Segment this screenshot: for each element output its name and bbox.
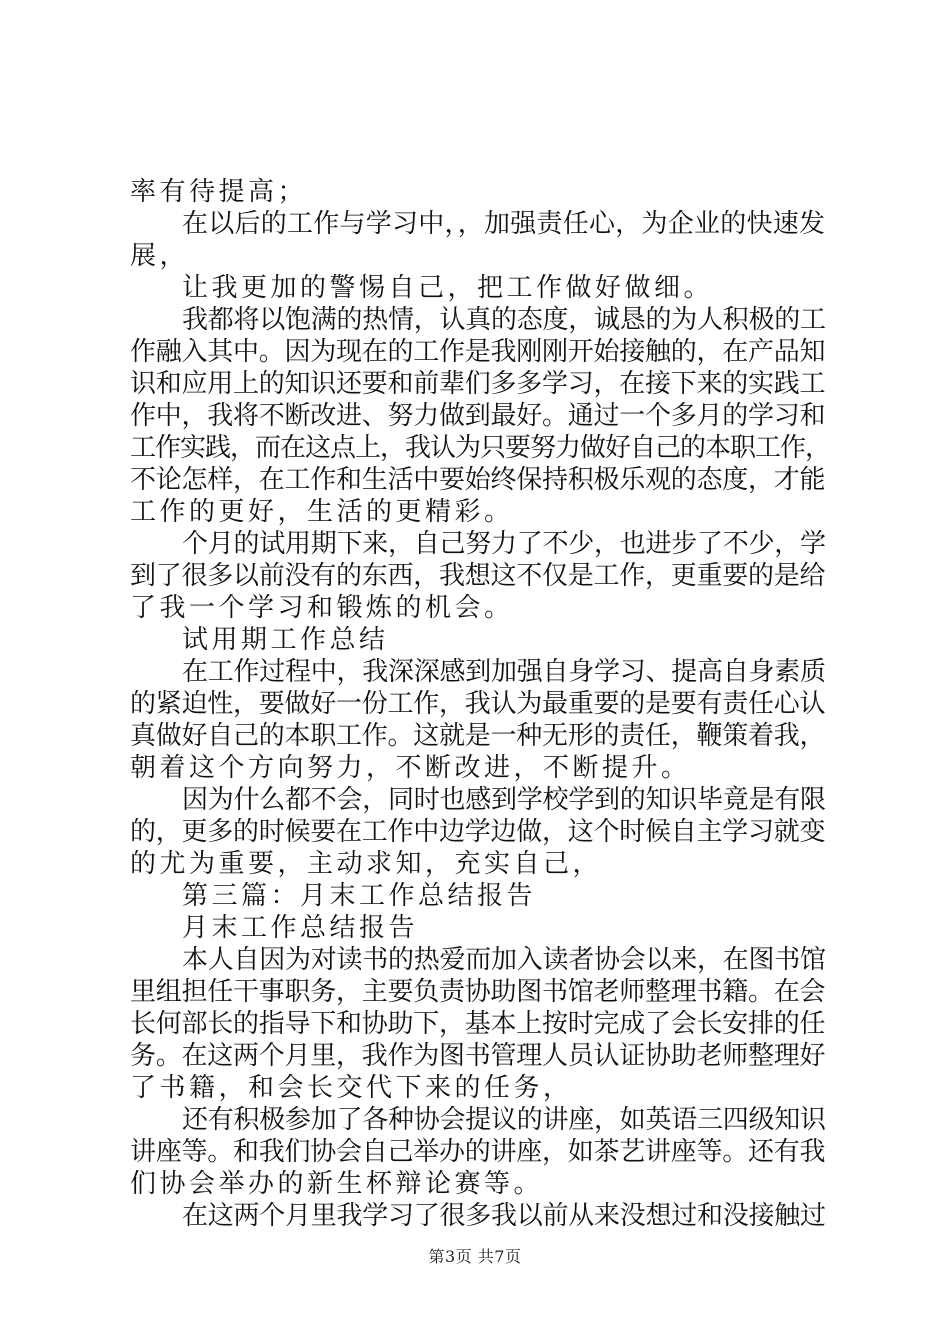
text-line: 们协会举办的新生杯辩论赛等。: [130, 1169, 544, 1199]
text-line: 在以后的工作与学习中，，加强责任心，为企业的快速发: [182, 209, 826, 239]
text-line: 因为什么都不会，同时也感到学校学到的知识毕竟是有限: [182, 785, 826, 815]
text-line: 务。在这两个月里，我作为图书管理人员认证协助老师整理好: [130, 1041, 826, 1071]
text-line: 真做好自己的本职工作。这就是一种无形的责任，鞭策着我，: [130, 721, 826, 751]
text-line: 的，更多的时候要在工作中边学边做，这个时候自主学习就变: [130, 817, 826, 847]
text-line: 我都将以饱满的热情，认真的态度，诚恳的为人积极的工: [182, 305, 826, 335]
text-line: 工作的更好，生活的更精彩。: [130, 497, 514, 527]
text-line: 月末工作总结报告: [182, 913, 419, 943]
text-line: 了书籍，和会长交代下来的任务，: [130, 1073, 573, 1103]
text-line: 在工作过程中，我深深感到加强自身学习、提高自身素质: [182, 657, 826, 687]
text-line: 了我一个学习和锻炼的机会。: [130, 593, 514, 623]
text-line: 识和应用上的知识还要和前辈们多多学习，在接下来的实践工: [130, 369, 826, 399]
text-line: 长何部长的指导下和协助下，基本上按时完成了会长安排的任: [130, 1009, 826, 1039]
text-line: 本人自因为对读书的热爱而加入读者协会以来，在图书馆: [182, 945, 826, 975]
text-line: 展，: [130, 241, 190, 271]
text-line: 朝着这个方向努力，不断改进，不断提升。: [130, 753, 691, 783]
text-line: 率有待提高；: [130, 177, 308, 207]
text-line: 第三篇：月末工作总结报告: [182, 881, 537, 911]
text-line: 到了很多以前没有的东西，我想这不仅是工作，更重要的是给: [130, 561, 826, 591]
text-line: 让我更加的警惕自己，把工作做好做细。: [182, 273, 714, 303]
text-line: 里组担任干事职务，主要负责协助图书馆老师整理书籍。在会: [130, 977, 826, 1007]
text-line: 在这两个月里我学习了很多我以前从来没想过和没接触过: [182, 1201, 826, 1231]
page-footer: 第3页 共7页: [428, 1247, 522, 1266]
text-line: 试用期工作总结: [182, 625, 389, 655]
text-line: 还有积极参加了各种协会提议的讲座，如英语三四级知识: [182, 1105, 826, 1135]
text-line: 作中，我将不断改进、努力做到最好。通过一个多月的学习和: [130, 401, 826, 431]
text-line: 讲座等。和我们协会自己举办的讲座，如茶艺讲座等。还有我: [130, 1137, 826, 1167]
text-line: 的紧迫性，要做好一份工作，我认为最重要的是要有责任心认: [130, 689, 826, 719]
text-line: 工作实践，而在这点上，我认为只要努力做好自己的本职工作，: [130, 433, 831, 463]
text-line: 的尤为重要，主动求知，充实自己，: [130, 849, 603, 879]
document-body: [130, 176, 830, 1232]
text-line: 作融入其中。因为现在的工作是我刚刚开始接触的，在产品知: [130, 337, 826, 367]
text-line: 个月的试用期下来，自己努力了不少，也进步了不少，学: [182, 529, 826, 559]
text-line: 不论怎样，在工作和生活中要始终保持积极乐观的态度，才能: [130, 465, 826, 495]
